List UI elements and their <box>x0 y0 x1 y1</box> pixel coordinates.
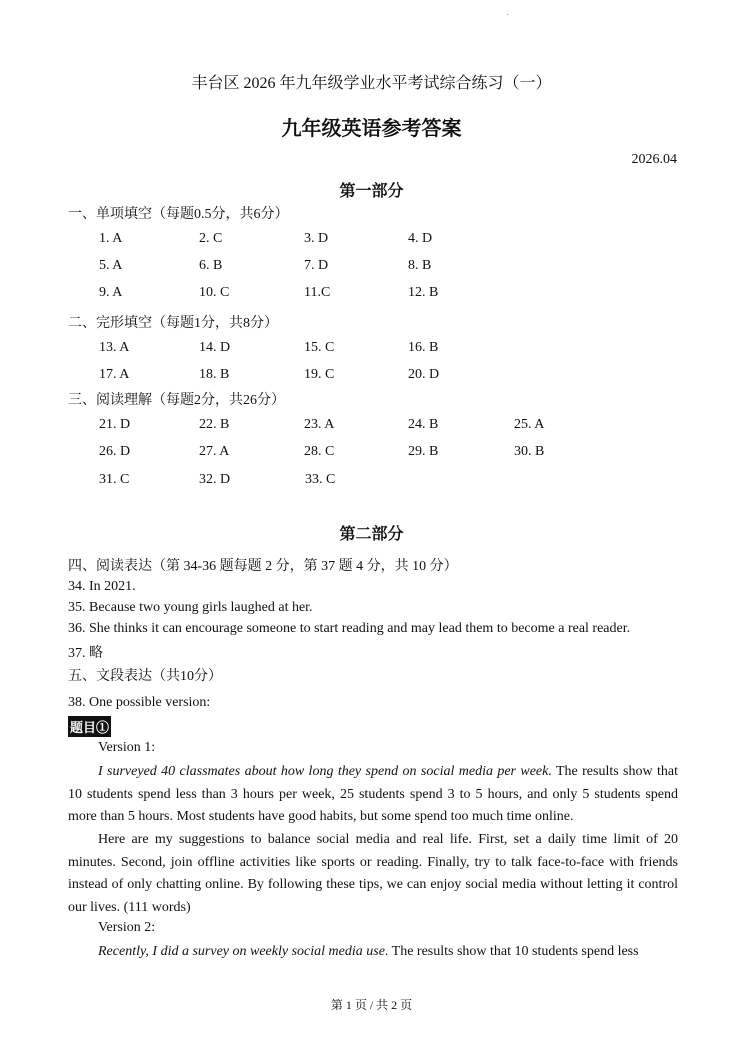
answer-13: 13. A <box>99 340 130 355</box>
exam-title: 丰台区 2026 年九年级学业水平考试综合练习（一） <box>191 75 552 92</box>
version-2-body: . The results show that 10 students spend less <box>384 944 639 959</box>
version-1-label: Version 1: <box>98 740 156 755</box>
answer-25: 25. A <box>514 417 545 432</box>
answer-34: 34. In 2021. <box>68 579 136 594</box>
answer-14: 14. D <box>199 340 231 355</box>
answer-30: 30. B <box>514 444 545 459</box>
part-two-heading: 第二部分 <box>339 526 404 543</box>
answer-19: 19. C <box>304 367 335 382</box>
answer-21: 21. D <box>99 417 131 432</box>
answer-15: 15. C <box>304 340 335 355</box>
section-3-heading: 三、阅读理解（每题2分，共26分） <box>68 393 285 408</box>
part-one-heading: 第一部分 <box>339 183 404 200</box>
version-1-paragraph-1 <box>68 761 678 829</box>
answer-26: 26. D <box>99 444 131 459</box>
scan-dot <box>507 14 508 15</box>
answer-5: 5. A <box>99 258 123 273</box>
exam-date: 2026.04 <box>631 152 677 167</box>
answer-29: 29. B <box>408 444 439 459</box>
section-2-heading: 二、完形填空（每题1分，共8分） <box>68 316 278 331</box>
section-5-heading: 五、文段表达（共10分） <box>68 669 222 684</box>
section-4-heading: 四、阅读表达（第 34-36 题每题 2 分，第 37 题 4 分，共 10 分） <box>68 559 458 574</box>
version-1-paragraph-2: Here are my suggestions to balance social media and real life. First, set a daily time limit of 20 minutes. Second, join offline activities like sports or reading. Finally, try to talk face-to-face with friends instead of only chatting online. By following these tips, we can enjoy social media without letting it control our lives. (111 words) <box>68 832 678 915</box>
version-2-topic-sentence: Recently, I did a survey on weekly social media use <box>98 944 385 959</box>
answer-1: 1. A <box>99 231 123 246</box>
answer-11: 11.C <box>304 285 331 300</box>
answer-16: 16. B <box>408 340 439 355</box>
topic-tag: 题目① <box>68 716 111 737</box>
answer-23: 23. A <box>304 417 335 432</box>
answer-18: 18. B <box>199 367 230 382</box>
section-1-heading: 一、单项填空（每题0.5分，共6分） <box>68 207 289 222</box>
answer-8: 8. B <box>408 258 432 273</box>
answer-7: 7. D <box>304 258 329 273</box>
answer-key-title: 九年级英语参考答案 <box>281 118 462 140</box>
answer-6: 6. B <box>199 258 223 273</box>
answer-2: 2. C <box>199 231 223 246</box>
answer-37: 37. 略 <box>68 646 103 661</box>
answer-9: 9. A <box>99 285 123 300</box>
answer-36: 36. She thinks it can encourage someone to start reading and may lead them to become a real reader. <box>68 621 631 636</box>
answer-38-intro: 38. One possible version: <box>68 695 211 710</box>
version-1-body: The results show that 10 students spend less than 3 hours per week, 25 students spend 3 to 5 hours, and only 5 students spend more than 5 hours. Most students have good habits, but some spend too much time online. <box>68 764 678 824</box>
answer-33: 33. C <box>305 472 336 487</box>
answer-12: 12. B <box>408 285 439 300</box>
version-1-topic-sentence: I surveyed 40 classmates about how long they spend on social media per week. <box>98 764 552 779</box>
answer-32: 32. D <box>199 472 231 487</box>
answer-24: 24. B <box>408 417 439 432</box>
answer-3: 3. D <box>304 231 329 246</box>
answer-10: 10. C <box>199 285 230 300</box>
answer-4: 4. D <box>408 231 433 246</box>
answer-28: 28. C <box>304 444 335 459</box>
answer-31: 31. C <box>99 472 130 487</box>
page-footer: 第 1 页 / 共 2 页 <box>330 998 413 1012</box>
answer-35: 35. Because two young girls laughed at her. <box>68 600 313 615</box>
answer-17: 17. A <box>99 367 130 382</box>
version-2-paragraph-1 <box>68 941 678 964</box>
answer-22: 22. B <box>199 417 230 432</box>
version-2-label: Version 2: <box>98 920 156 935</box>
answer-27: 27. A <box>199 444 230 459</box>
answer-20: 20. D <box>408 367 440 382</box>
